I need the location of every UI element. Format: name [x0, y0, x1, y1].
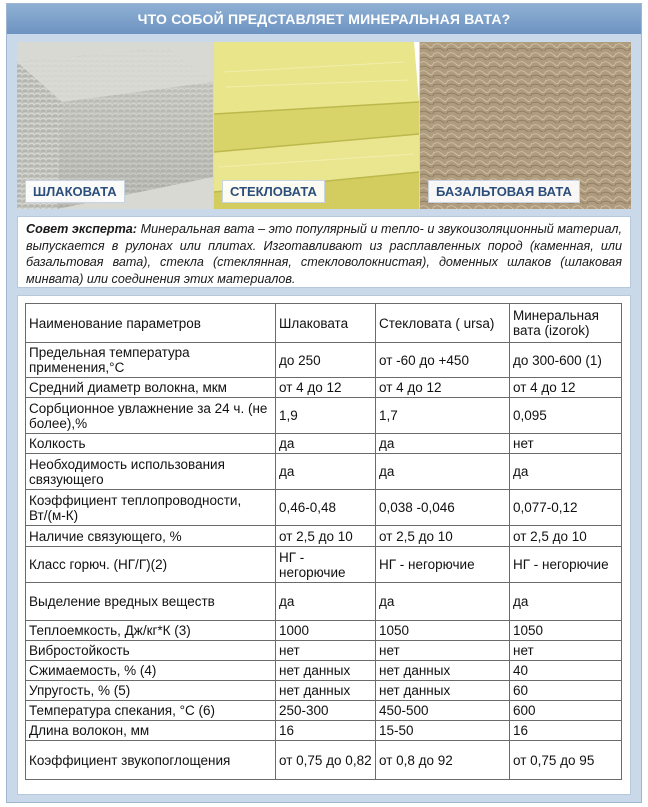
table-row — [26, 741, 622, 780]
value-cell: нет — [276, 641, 376, 661]
value-cell: НГ - негорючие — [276, 547, 376, 583]
value-cell: да — [376, 583, 510, 621]
value-cell: 0,038 -0,046 — [376, 490, 510, 526]
value-cell: 0,095 — [510, 398, 622, 434]
table-header-row — [26, 304, 622, 343]
table-row — [26, 434, 622, 454]
value-cell: да — [276, 454, 376, 490]
value-cell: 1050 — [510, 621, 622, 641]
parameters-table — [25, 303, 622, 780]
value-cell: 250-300 — [276, 701, 376, 721]
table-row — [26, 343, 622, 378]
value-cell: от 2,5 до 10 — [276, 526, 376, 547]
parameter-name-cell: Средний диаметр волокна, мкм — [26, 378, 276, 398]
value-cell: от 4 до 12 — [510, 378, 622, 398]
value-cell: 16 — [276, 721, 376, 741]
value-cell: от 0,8 до 92 — [376, 741, 510, 780]
table-row — [26, 681, 622, 701]
value-cell: нет данных — [376, 661, 510, 681]
value-cell: 1050 — [376, 621, 510, 641]
page-title: ЧТО СОБОЙ ПРЕДСТАВЛЯЕТ МИНЕРАЛЬНАЯ ВАТА? — [7, 4, 641, 34]
photo-label: БАЗАЛЬТОВАЯ ВАТА — [428, 180, 580, 203]
value-cell: 15-50 — [376, 721, 510, 741]
parameter-name-cell: Наличие связующего, % — [26, 526, 276, 547]
parameter-name-cell: Предельная температура применения,°С — [26, 343, 276, 378]
value-cell: да — [276, 434, 376, 454]
value-cell: нет — [510, 434, 622, 454]
value-cell: да — [510, 454, 622, 490]
table-row — [26, 641, 622, 661]
value-cell: от 2,5 до 10 — [376, 526, 510, 547]
value-cell: 0,077-0,12 — [510, 490, 622, 526]
value-cell: да — [276, 583, 376, 621]
table-row — [26, 398, 622, 434]
table-row — [26, 490, 622, 526]
table-header-cell: Минеральная вата (izorok) — [510, 304, 622, 343]
value-cell: НГ - негорючие — [510, 547, 622, 583]
value-cell: 1000 — [276, 621, 376, 641]
value-cell: 600 — [510, 701, 622, 721]
article-card — [6, 3, 642, 803]
value-cell: нет данных — [276, 681, 376, 701]
parameter-name-cell: Температура спекания, °С (6) — [26, 701, 276, 721]
table-row — [26, 583, 622, 621]
value-cell: от 0,75 до 0,82 — [276, 741, 376, 780]
parameter-name-cell: Сжимаемость, % (4) — [26, 661, 276, 681]
parameter-name-cell: Колкость — [26, 434, 276, 454]
table-row — [26, 661, 622, 681]
value-cell: от -60 до +450 — [376, 343, 510, 378]
photo-slag-wool — [17, 42, 213, 209]
parameter-name-cell: Необходимость использования связующего — [26, 454, 276, 490]
table-row — [26, 547, 622, 583]
table-row — [26, 701, 622, 721]
value-cell: НГ - негорючие — [376, 547, 510, 583]
table-row — [26, 454, 622, 490]
value-cell: 1,7 — [376, 398, 510, 434]
value-cell: от 2,5 до 10 — [510, 526, 622, 547]
value-cell: нет данных — [376, 681, 510, 701]
parameter-name-cell: Выделение вредных веществ — [26, 583, 276, 621]
parameter-name-cell: Упругость, % (5) — [26, 681, 276, 701]
value-cell: нет данных — [276, 661, 376, 681]
table-header-cell: Шлаковата — [276, 304, 376, 343]
value-cell: от 4 до 12 — [376, 378, 510, 398]
table-row — [26, 378, 622, 398]
table-header-cell: Наименование параметров — [26, 304, 276, 343]
parameter-name-cell: Коэффициент теплопроводности, Вт/(м-К) — [26, 490, 276, 526]
photo-glass-wool — [214, 42, 419, 209]
parameter-name-cell: Теплоемкость, Дж/кг*К (3) — [26, 621, 276, 641]
photo-basalt-wool — [420, 42, 631, 209]
table-row — [26, 721, 622, 741]
value-cell: от 0,75 до 95 — [510, 741, 622, 780]
value-cell: 0,46-0,48 — [276, 490, 376, 526]
value-cell: 450-500 — [376, 701, 510, 721]
expert-lead: Совет эксперта: — [26, 222, 137, 236]
value-cell: от 4 до 12 — [276, 378, 376, 398]
expert-advice — [17, 216, 631, 288]
table-row — [26, 621, 622, 641]
value-cell: нет — [376, 641, 510, 661]
value-cell: да — [376, 454, 510, 490]
table-row — [26, 526, 622, 547]
photo-label: СТЕКЛОВАТА — [222, 180, 325, 203]
parameters-table-panel — [17, 295, 631, 795]
value-cell: 60 — [510, 681, 622, 701]
parameter-name-cell: Класс горюч. (НГ/Г)(2) — [26, 547, 276, 583]
value-cell: до 300-600 (1) — [510, 343, 622, 378]
value-cell: 1,9 — [276, 398, 376, 434]
photo-strip — [17, 42, 631, 209]
value-cell: да — [376, 434, 510, 454]
value-cell: 16 — [510, 721, 622, 741]
parameter-name-cell: Коэффициент звукопоглощения — [26, 741, 276, 780]
value-cell: 40 — [510, 661, 622, 681]
value-cell: да — [510, 583, 622, 621]
value-cell: до 250 — [276, 343, 376, 378]
parameter-name-cell: Вибростойкость — [26, 641, 276, 661]
value-cell: нет — [510, 641, 622, 661]
parameter-name-cell: Сорбционное увлажнение за 24 ч. (не более),% — [26, 398, 276, 434]
photo-label: ШЛАКОВАТА — [25, 180, 125, 203]
parameter-name-cell: Длина волокон, мм — [26, 721, 276, 741]
expert-text: Минеральная вата – это популярный и тепло- и звукоизоляционный материал, выпускается в рулонах или плитах. Изготавливают из расплавленных пород (каменная, или базальтовая вата), стекла (стеклянная, стекловолокнистая), доменных шлаков (шлаковая минвата) или соединения этих материалов. — [26, 222, 623, 286]
table-header-cell: Стекловата ( ursa) — [376, 304, 510, 343]
